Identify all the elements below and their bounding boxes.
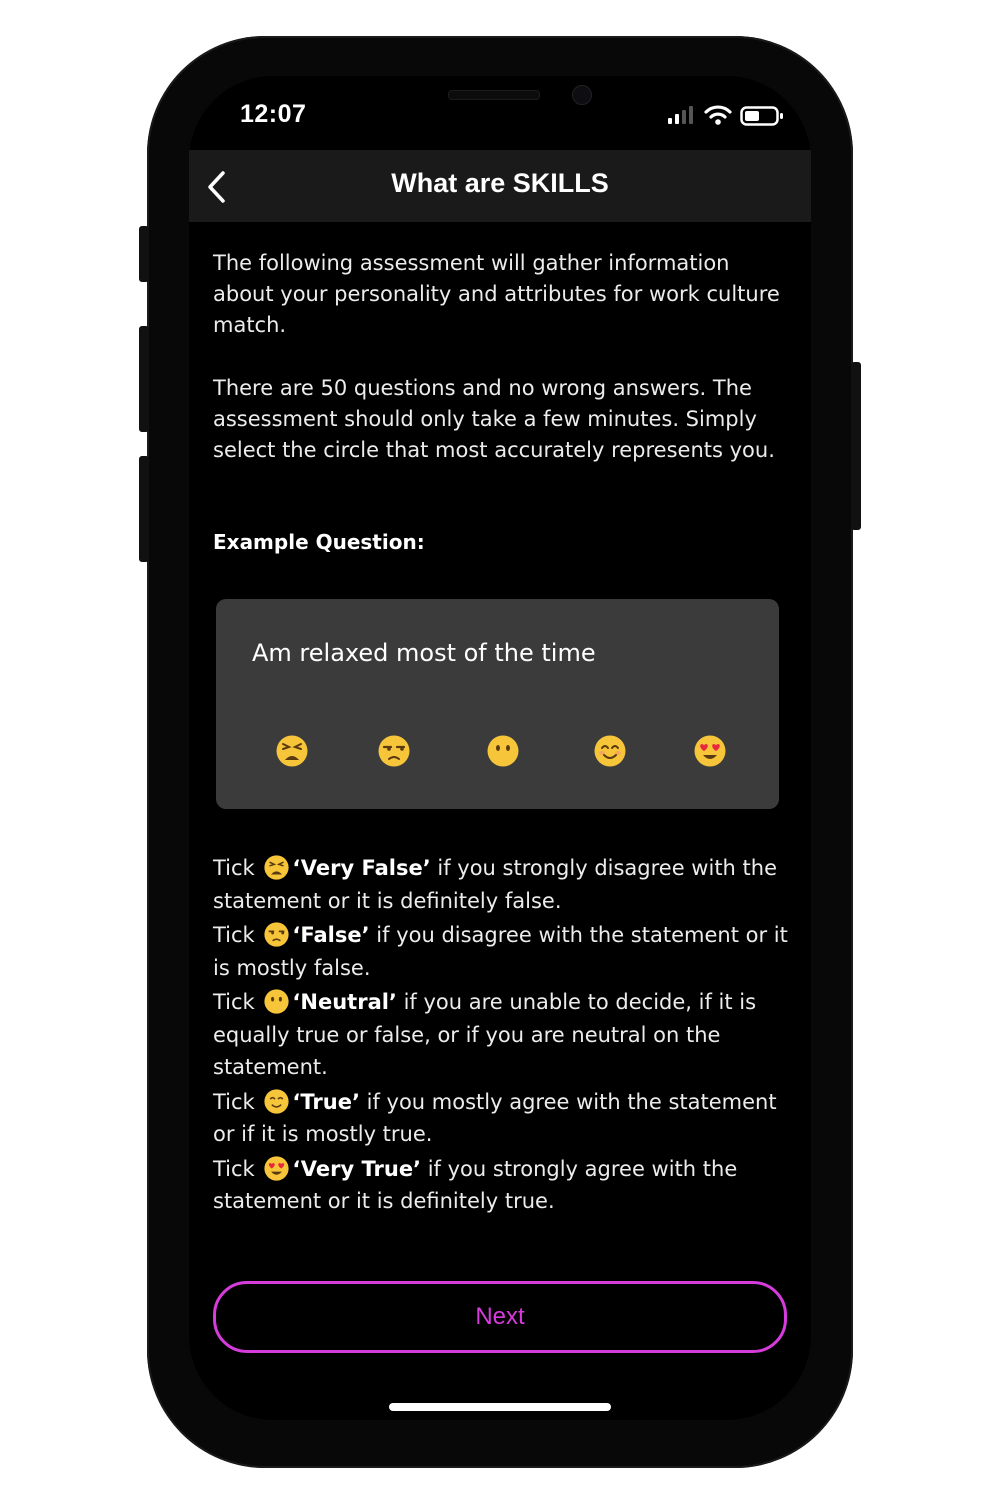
heart-eyes-face-icon[interactable] (694, 735, 726, 767)
intro-paragraph-1: The following assessment will gather information about your personality and attributes for work culture match. (213, 251, 780, 337)
status-time: 12:07 (240, 100, 307, 128)
speaker-grille (448, 90, 540, 100)
legend-row-very-true: Tick ‘Very True’ if you strongly agree with the statement or it is definitely true. (213, 1156, 738, 1213)
unamused-face-icon[interactable] (378, 735, 410, 767)
intro-text (213, 248, 793, 466)
camera (572, 85, 592, 105)
power-button (851, 362, 861, 530)
smiling-face-icon[interactable] (594, 735, 626, 767)
mute-switch (139, 226, 149, 282)
next-button[interactable]: Next (213, 1281, 787, 1353)
legend-row-very-false: Tick ‘Very False’ if you strongly disagree with the statement or it is definitely false. (213, 856, 777, 913)
page-title: What are SKILLS (391, 168, 609, 198)
legend-row-false: Tick ‘False’ if you disagree with the statement or it is mostly false. (213, 923, 788, 980)
app-header (189, 150, 811, 222)
legend-row-true: Tick ‘True’ if you mostly agree with the statement or if it is mostly true. (213, 1089, 777, 1146)
notch (322, 76, 678, 124)
tired-face-icon (264, 855, 289, 880)
battery-icon (740, 105, 784, 127)
answer-legend (213, 852, 798, 1220)
tired-face-icon[interactable] (276, 735, 308, 767)
unamused-face-icon (264, 922, 289, 947)
volume-up-button (139, 326, 149, 432)
wifi-icon (704, 104, 732, 126)
legend-row-neutral: Tick ‘Neutral’ if you are unable to decide, if it is equally true or false, or if you are neutral on the statement. (213, 990, 757, 1079)
home-indicator (389, 1403, 611, 1411)
volume-down-button (139, 456, 149, 562)
neutral-face-icon (264, 989, 289, 1014)
intro-paragraph-2: There are 50 questions and no wrong answers. The assessment should only take a few minutes. Simply select the circle that most accurately represents you. (213, 376, 775, 462)
neutral-face-icon[interactable] (487, 735, 519, 767)
heart-eyes-face-icon (264, 1156, 289, 1181)
example-question-text: Am relaxed most of the time (252, 639, 596, 667)
status-icons (668, 104, 784, 128)
smiling-face-icon (264, 1089, 289, 1114)
example-heading: Example Question: (213, 530, 425, 554)
example-question-card (216, 599, 779, 809)
signal-icon (668, 104, 698, 124)
